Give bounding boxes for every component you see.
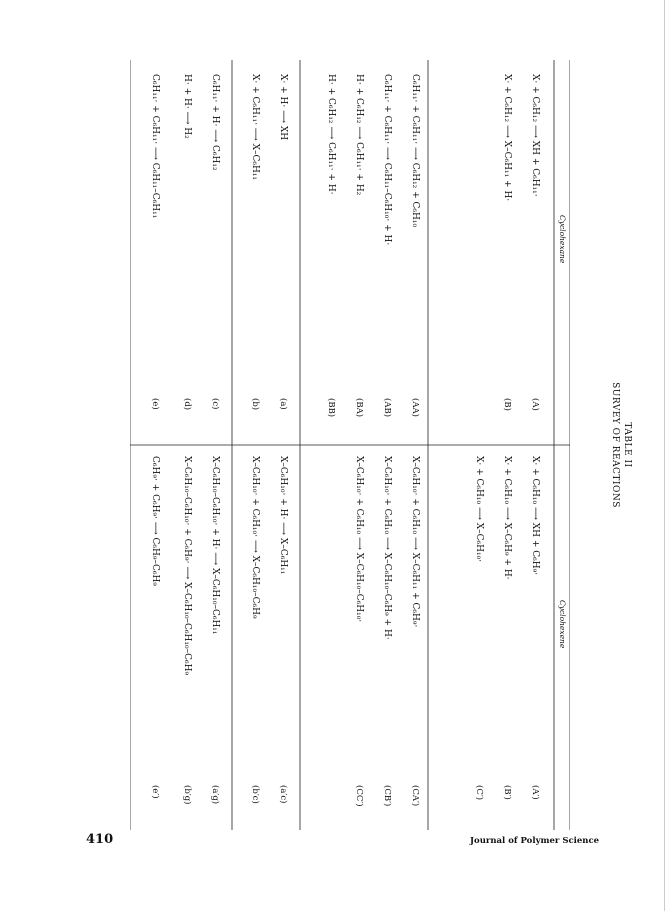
left-reaction-label: (AA) <box>410 398 420 417</box>
left-reaction-label: (BB) <box>326 398 336 418</box>
table-subtitle: SURVEY OF REACTIONS <box>610 382 620 508</box>
page-number: 410 <box>86 832 114 847</box>
left-reaction: C₆H₁₁· + C₆H₁₁· ⟶ C₆H₁₂ + C₆H₁₀ <box>410 74 420 228</box>
journal-footer: Journal of Polymer Science <box>470 836 600 846</box>
left-reaction: H· + H· ⟶ H₂ <box>182 74 192 139</box>
left-reaction: C₆H₁₁· + C₆H₁₁· ⟶ C₆H₁₁–C₆H₁₀· + H· <box>382 74 392 246</box>
right-reaction: C₆H₉· + C₆H₉· ⟶ C₆H₉–C₆H₉ <box>150 456 160 586</box>
right-reaction-label: (C′) <box>474 785 484 801</box>
left-reaction-label: (b) <box>250 398 260 411</box>
right-reaction-label: (e′) <box>150 785 160 799</box>
left-column-header: Cyclohexane <box>558 215 567 264</box>
right-reaction: X–C₆H₁₀· + C₆H₁₀ ⟶ X–C₆H₁₀–C₆H₁₀· <box>354 456 364 623</box>
right-reaction-label: (CA′) <box>410 785 420 807</box>
right-reaction-label: (CB′) <box>382 785 392 807</box>
right-reaction: X· + C₆H₁₀ ⟶ X–C₆H₁₀· <box>474 456 484 563</box>
left-reaction-label: (A) <box>530 398 540 411</box>
left-reaction: X· + C₆H₁₂ ⟶ XH + C₆H₁₁· <box>530 74 540 197</box>
left-reaction: X· + H· ⟶ XH <box>278 74 288 141</box>
right-reaction-label: (b′g) <box>182 785 192 805</box>
left-reaction: H· + C₆H₁₂ ⟶ C₆H₁₁· + H· <box>326 74 336 195</box>
right-column-header: Cyclohexene <box>558 600 567 649</box>
left-reaction-label: (AB) <box>382 398 392 418</box>
page-edge <box>664 0 665 911</box>
left-reaction: X· + C₆H₁₁· ⟶ X–C₆H₁₁ <box>250 74 260 181</box>
right-reaction: X–C₆H₁₀–C₆H₁₀· + H· ⟶ X–C₆H₁₀–C₆H₁₁ <box>210 456 220 635</box>
left-reaction-label: (e) <box>150 398 160 410</box>
rotated-table <box>130 60 632 830</box>
right-reaction: X–C₆H₁₀· + H· ⟶ X–C₆H₁₁ <box>278 456 288 575</box>
table-title: TABLE II <box>622 422 632 468</box>
right-reaction: X–C₆H₁₀· + C₆H₁₀ ⟶ X–C₆H₁₀–C₆H₉ + H· <box>382 456 392 640</box>
right-reaction-label: (a′g) <box>210 785 220 805</box>
right-reaction-label: (a′c) <box>278 785 288 804</box>
right-reaction: X–C₆H₁₀–C₆H₁₀· + C₆H₉· ⟶ X–C₆H₁₀–C₆H₁₀–C₆H₉ <box>182 456 192 676</box>
left-reaction: C₆H₁₁· + H· ⟶ C₆H₁₂ <box>210 74 220 171</box>
right-reaction: X· + C₆H₁₀ ⟶ XH + C₆H₉· <box>530 456 540 576</box>
right-reaction-label: (A′) <box>530 785 540 800</box>
left-reaction-label: (c) <box>210 398 220 410</box>
left-reaction: H· + C₆H₁₂ ⟶ C₆H₁₁· + H₂ <box>354 74 364 196</box>
left-reaction-label: (a) <box>278 398 288 410</box>
left-reaction: X· + C₆H₁₂ ⟶ X–C₆H₁₁ + H· <box>502 74 512 202</box>
left-reaction-label: (d) <box>182 398 192 411</box>
right-reaction-label: (B′) <box>502 785 512 800</box>
right-reaction: X· + C₆H₁₀ ⟶ X–C₆H₉ + H· <box>502 456 512 580</box>
left-reaction-label: (B) <box>502 398 512 411</box>
left-reaction-label: (BA) <box>354 398 364 418</box>
left-reaction: C₆H₁₁· + C₆H₁₁· ⟶ C₆H₁₁–C₆H₁₁ <box>150 74 160 219</box>
right-reaction: X–C₆H₁₀· + C₆H₁₀· ⟶ X–C₆H₁₀–C₆H₉ <box>250 456 260 619</box>
right-reaction-label: (CC′) <box>354 785 364 807</box>
right-reaction-label: (b′c) <box>250 785 260 804</box>
right-reaction: X–C₆H₁₀· + C₆H₁₀ ⟶ X–C₆H₁₁ + C₆H₉· <box>410 456 420 628</box>
